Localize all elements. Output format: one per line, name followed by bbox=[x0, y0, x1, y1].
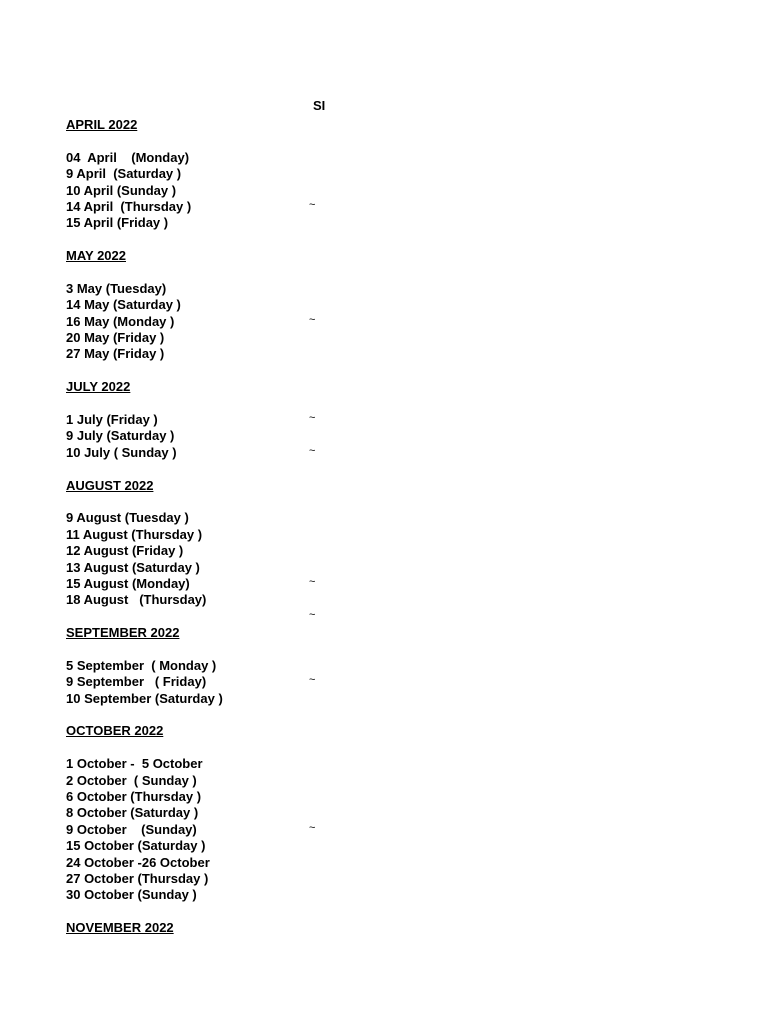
tilde-mark: ~ bbox=[309, 674, 316, 687]
holiday-entry bbox=[66, 346, 386, 362]
holiday-date: 6 October (Thursday ) bbox=[66, 789, 202, 805]
holiday-date: 15 April (Friday ) bbox=[66, 215, 169, 231]
holiday-date: 2 October ( Sunday ) bbox=[66, 772, 197, 788]
tilde-mark: ~ bbox=[309, 412, 316, 425]
blank-line bbox=[66, 265, 386, 281]
holiday-date: 9 July (Saturday ) bbox=[66, 428, 175, 444]
holiday-entry bbox=[66, 822, 386, 838]
holiday-entry bbox=[66, 805, 386, 821]
holiday-entry bbox=[66, 150, 386, 166]
holiday-entry bbox=[66, 789, 386, 805]
tilde-mark: ~ bbox=[309, 198, 316, 211]
month-heading: APRIL 2022 bbox=[66, 117, 138, 132]
holiday-date: 16 May (Monday ) bbox=[66, 313, 175, 329]
blank-line bbox=[66, 707, 386, 723]
month-heading: MAY 2022 bbox=[66, 248, 126, 264]
holiday-list bbox=[66, 117, 386, 937]
holiday-entry bbox=[66, 756, 386, 772]
holiday-date: 9 August (Tuesday ) bbox=[66, 510, 189, 526]
holiday-entry bbox=[66, 281, 386, 297]
blank-line bbox=[66, 609, 386, 625]
holiday-date: 15 August (Monday) bbox=[66, 575, 190, 591]
month-heading: JULY 2022 bbox=[66, 379, 131, 395]
holiday-date: 10 April (Sunday ) bbox=[66, 182, 177, 198]
holiday-date: 30 October (Sunday ) bbox=[66, 887, 197, 903]
holiday-entry bbox=[66, 838, 386, 854]
holiday-entry bbox=[66, 166, 386, 182]
holiday-date: 10 July ( Sunday ) bbox=[66, 444, 177, 460]
holiday-date: 9 October (Sunday) bbox=[66, 821, 197, 837]
holiday-entry bbox=[66, 199, 386, 215]
holiday-entry bbox=[66, 592, 386, 608]
holiday-entry bbox=[66, 576, 386, 592]
tilde-mark: ~ bbox=[309, 444, 316, 457]
holiday-date: 5 September ( Monday ) bbox=[66, 657, 217, 673]
blank-line bbox=[66, 461, 386, 477]
blank-line bbox=[66, 232, 386, 248]
holiday-entry bbox=[66, 183, 386, 199]
month-heading: AUGUST 2022 bbox=[66, 477, 154, 493]
holiday-entry bbox=[66, 215, 386, 231]
page-heading: SI bbox=[313, 98, 325, 113]
holiday-entry bbox=[66, 330, 386, 346]
holiday-date: 20 May (Friday ) bbox=[66, 330, 165, 346]
holiday-date: 9 September ( Friday) bbox=[66, 674, 207, 690]
holiday-date: 9 April (Saturday ) bbox=[66, 166, 182, 182]
holiday-date: 27 May (Friday ) bbox=[66, 346, 165, 362]
holiday-date: 13 August (Saturday ) bbox=[66, 559, 200, 575]
holiday-date: 14 April (Thursday ) bbox=[66, 198, 192, 214]
blank-line bbox=[66, 642, 386, 658]
holiday-date: 15 October (Saturday ) bbox=[66, 838, 206, 854]
holiday-date: 12 August (Friday ) bbox=[66, 543, 184, 559]
holiday-entry bbox=[66, 691, 386, 707]
tilde-mark: ~ bbox=[309, 313, 316, 326]
holiday-date: 8 October (Saturday ) bbox=[66, 805, 199, 821]
holiday-entry bbox=[66, 445, 386, 461]
holiday-entry bbox=[66, 871, 386, 887]
holiday-entry bbox=[66, 510, 386, 526]
blank-line bbox=[66, 363, 386, 379]
tilde-mark: ~ bbox=[309, 608, 316, 621]
holiday-entry bbox=[66, 527, 386, 543]
month-heading: OCTOBER 2022 bbox=[66, 723, 164, 739]
holiday-entry bbox=[66, 412, 386, 428]
holiday-date: 14 May (Saturday ) bbox=[66, 297, 181, 313]
holiday-entry bbox=[66, 658, 386, 674]
holiday-entry bbox=[66, 773, 386, 789]
month-heading: SEPTEMBER 2022 bbox=[66, 625, 180, 641]
holiday-date: 1 July (Friday ) bbox=[66, 412, 158, 428]
blank-line bbox=[66, 133, 386, 149]
holiday-entry bbox=[66, 887, 386, 903]
holiday-entry bbox=[66, 674, 386, 690]
blank-line bbox=[66, 494, 386, 510]
holiday-entry bbox=[66, 543, 386, 559]
holiday-entry bbox=[66, 560, 386, 576]
holiday-date: 24 October -26 October bbox=[66, 854, 210, 870]
holiday-date: 18 August (Thursday) bbox=[66, 592, 207, 608]
holiday-date: 1 October - 5 October bbox=[66, 756, 203, 772]
holiday-date: 3 May (Tuesday) bbox=[66, 280, 167, 296]
holiday-date: 27 October (Thursday ) bbox=[66, 870, 209, 886]
holiday-date: 11 August (Thursday ) bbox=[66, 526, 203, 542]
month-heading: NOVEMBER 2022 bbox=[66, 920, 174, 936]
blank-line bbox=[66, 396, 386, 412]
blank-line bbox=[66, 740, 386, 756]
tilde-mark: ~ bbox=[309, 821, 316, 834]
holiday-entry bbox=[66, 855, 386, 871]
holiday-entry bbox=[66, 428, 386, 444]
blank-line bbox=[66, 904, 386, 920]
holiday-date: 10 September (Saturday ) bbox=[66, 690, 223, 706]
holiday-entry bbox=[66, 297, 386, 313]
holiday-entry bbox=[66, 314, 386, 330]
tilde-mark: ~ bbox=[309, 575, 316, 588]
holiday-date: 04 April (Monday) bbox=[66, 149, 190, 165]
